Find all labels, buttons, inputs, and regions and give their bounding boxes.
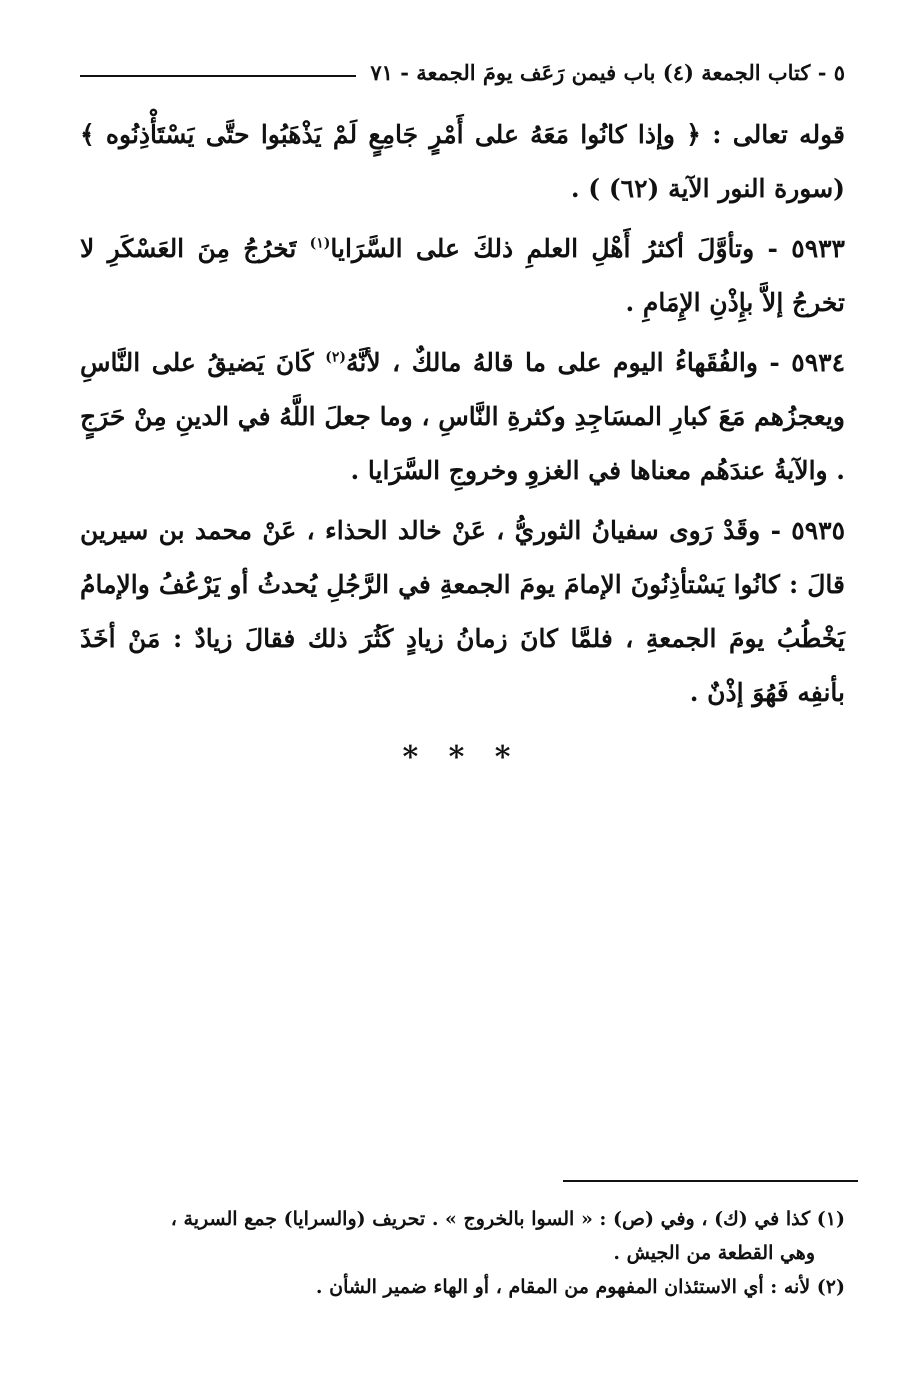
- footnotes: [80, 1202, 845, 1304]
- paragraph-5933-head: ٥٩٣٣ - وتأوَّلَ أكثرُ أَهْلِ العلمِ ذلكَ على السَّرَايا: [330, 234, 845, 263]
- footnote-1-continuation: وهي القطعة من الجيش .: [613, 1242, 815, 1264]
- footnote-rule: [563, 1180, 858, 1182]
- page-header: [80, 52, 845, 92]
- paragraph-verse: قوله تعالى : ﴿ وإذا كانُوا مَعَهُ على أَمْرٍ جَامِعٍ لَمْ يَذْهَبُوا حتَّى يَسْتَأْذِنُوه ﴾ (سورة النور الآية (٦٢) ) .: [80, 120, 845, 203]
- paragraph-5934-head: ٥٩٣٤ - والفُقَهاءُ اليوم على ما قالهُ مالكٌ ، لأنَّهُ: [346, 348, 845, 377]
- footnote-ref-2[interactable]: (٢): [325, 349, 346, 366]
- paragraph-5934: [80, 336, 845, 498]
- footnote-2: (٢) لأنه : أي الاستئذان المفهوم من المقام ، أو الهاء ضمير الشأن .: [315, 1276, 845, 1298]
- footnote-1: (١) كذا في (ك) ، وفي (ص) : « السوا بالخروج » . تحريف (والسرايا) جمع السرية ،: [170, 1208, 845, 1230]
- paragraph-5935: ٥٩٣٥ - وقَدْ رَوى سفيانُ الثوريُّ ، عَنْ خالد الحذاء ، عَنْ محمد بن سيرين قالَ : كانُوا يَسْتأذِنُونَ الإمامَ يومَ الجمعةِ في الرَّجُلِ يُحدثُ أو يَرْعُفُ والإمامُ يَخْطُبُ يومَ الجمعةِ ، فلمَّا كانَ زمانُ زيادٍ كَثُرَ ذلك فقالَ زيادٌ : مَنْ أخَذَ بأنفِه فَهُوَ إذْنٌ .: [80, 516, 845, 707]
- header-rule: [80, 75, 356, 77]
- footnote-ref-1[interactable]: (١): [309, 235, 331, 252]
- running-title: ٥ - كتاب الجمعة (٤) باب فيمن رَعَف يومَ الجمعة - ٧١: [370, 59, 845, 85]
- paragraph-5933: [80, 222, 845, 330]
- paragraph-5934-tail: كَانَ يَضيقُ على النَّاسِ ويعجزُهم مَعَ كبارِ المسَاجِدِ وكثرةِ النَّاسِ ، وما جعلَ اللَّهُ في الدينِ مِنْ حَرَجٍ . والآيةُ عندَهُم معناها في الغزوِ وخروجِ السَّرَايا .: [80, 348, 845, 485]
- section-separator: * * *: [402, 740, 521, 775]
- paragraph-5933-tail: تَخرُجُ مِنَ العَسْكَرِ لا تخرجُ إلاَّ بإِذْنِ الإِمَامِ .: [80, 234, 845, 317]
- main-text: [80, 108, 845, 726]
